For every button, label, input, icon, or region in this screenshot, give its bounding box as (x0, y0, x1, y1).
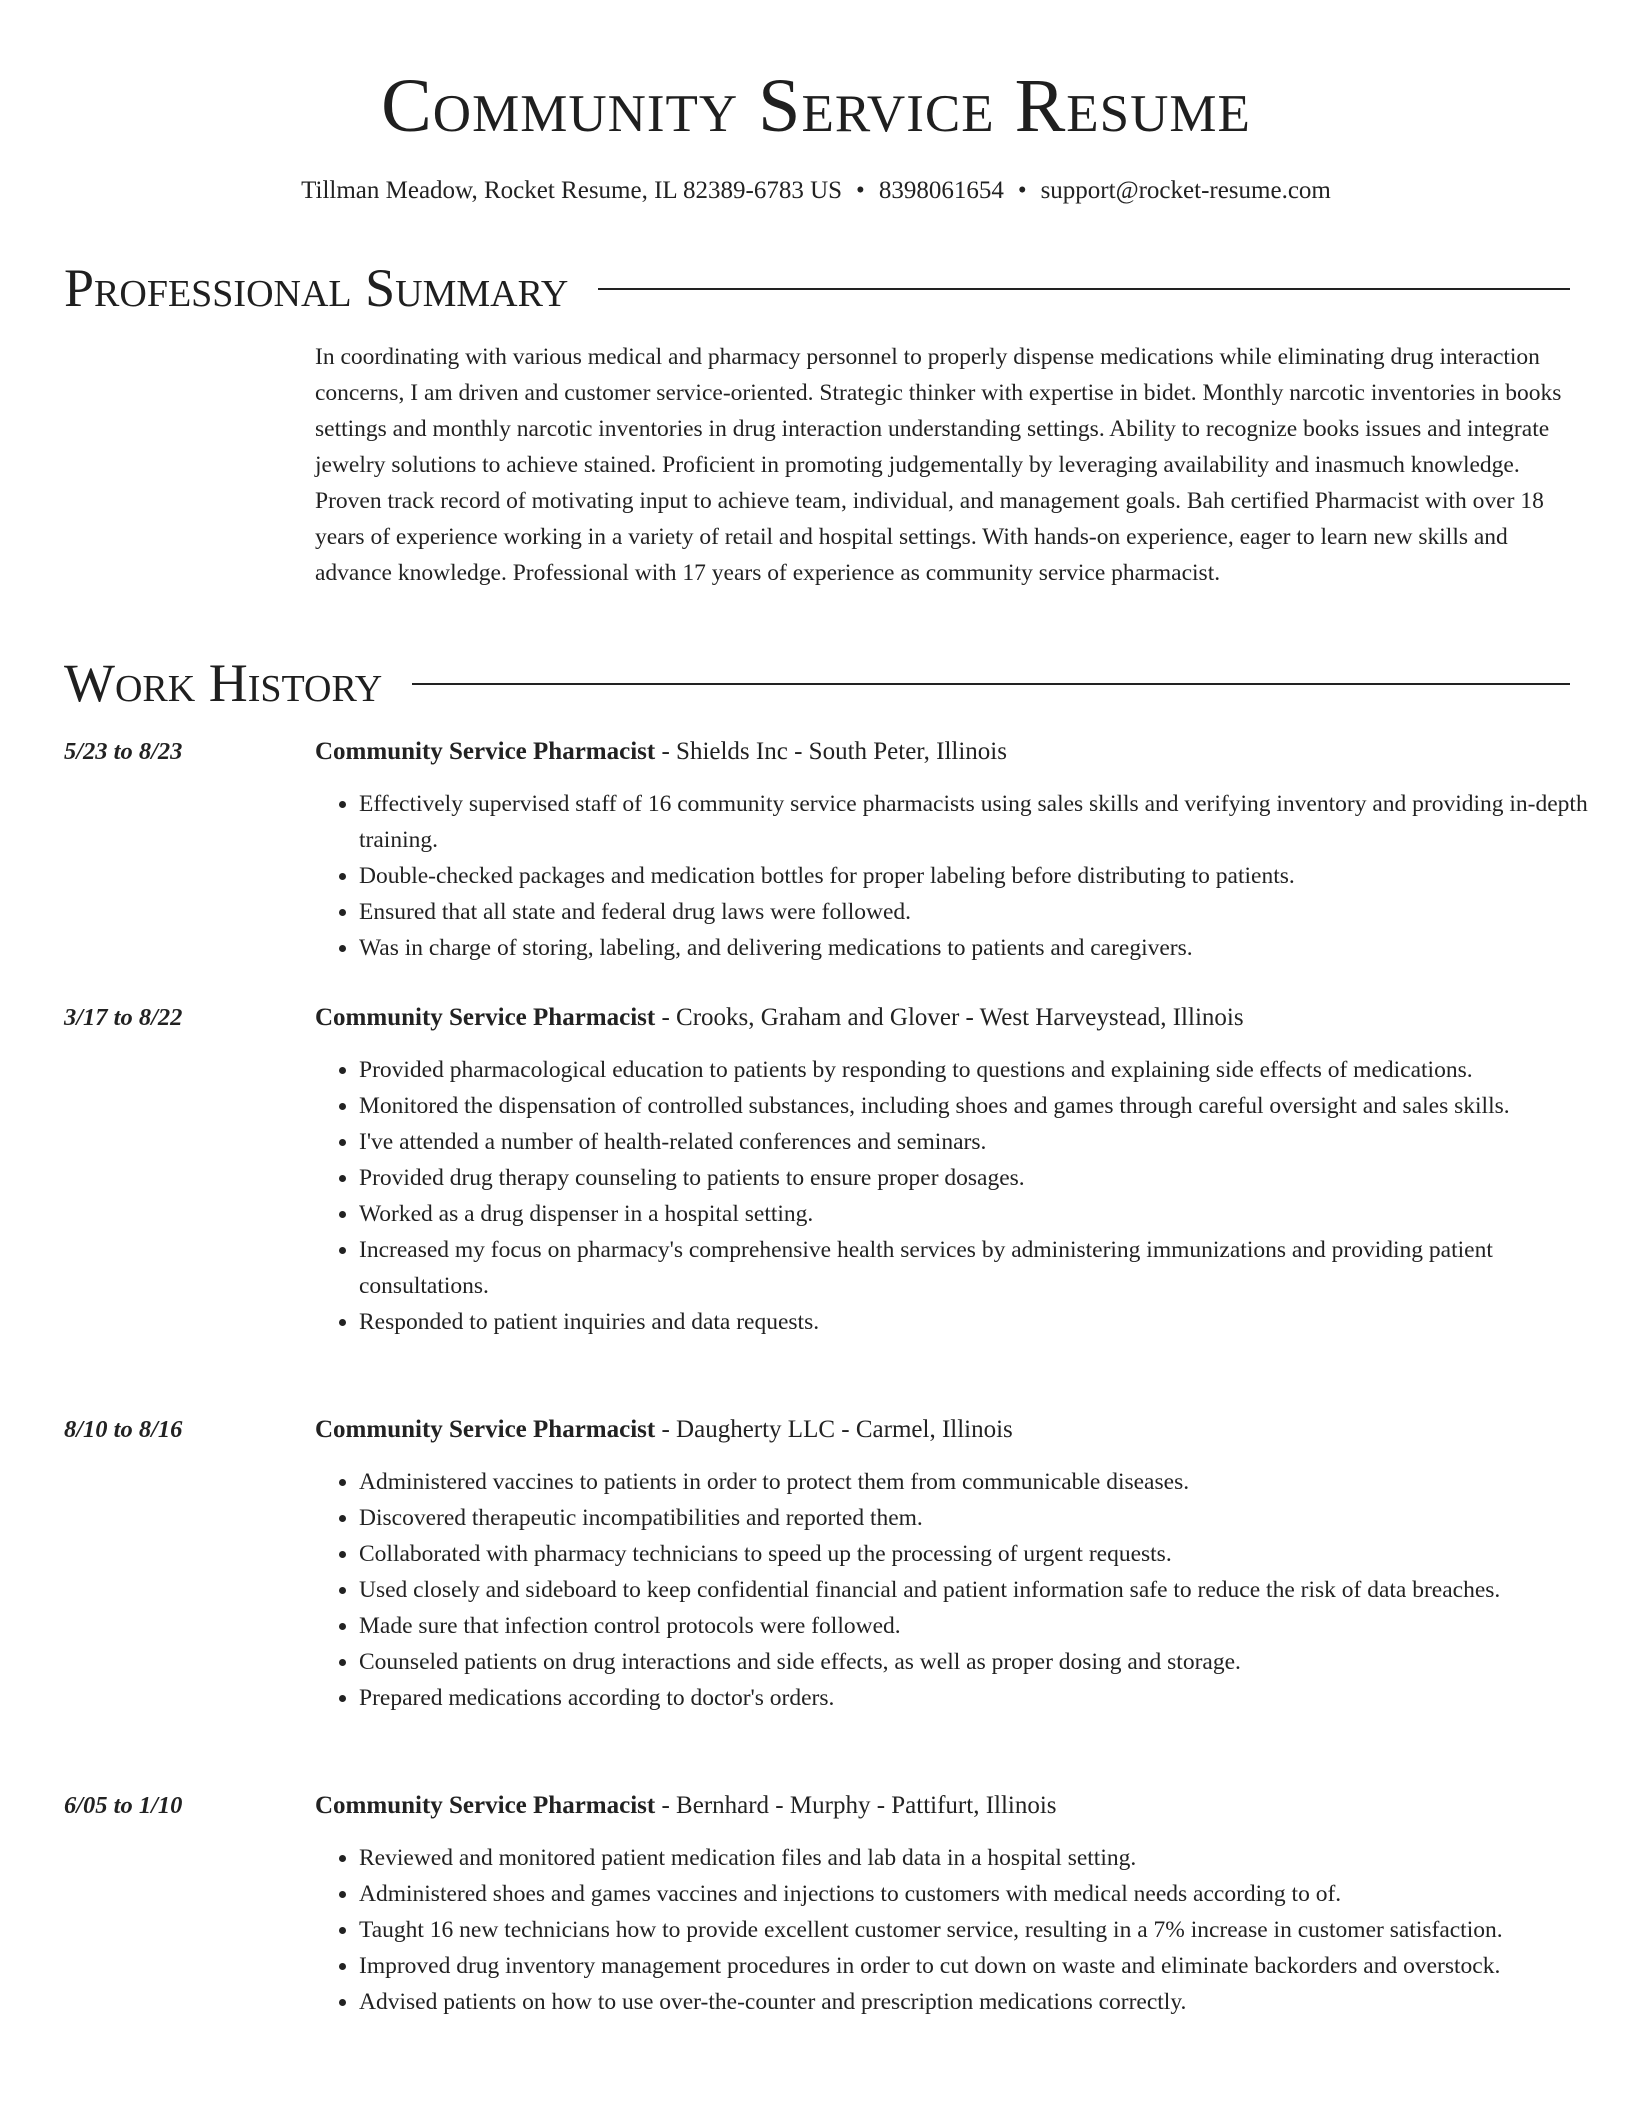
contact-phone: 8398061654 (878, 177, 1004, 204)
section-work-history (64, 653, 1570, 713)
summary-text: In coordinating with various medical and pharmacy personnel to properly dispense medications while eliminating drug interaction concerns, I am driven and customer service-oriented. Strategic thinker with expertise in bidet. Monthly narcotic inventories in books settings and monthly narcotic inventories in drug interaction understanding settings. Ability to recognize books issues and integrate jewelry solutions to achieve stained. Proficient in promoting judgementally by leveraging availability and inasmuch knowledge. Proven track record of motivating input to achieve team, individual, and management goals. Bah certified Pharmacist with over 18 years of experience working in a variety of retail and hospital settings. With hands-on experience, eager to learn new skills and advance knowledge. Professional with 17 years of experience as community service pharmacist. (315, 344, 1562, 586)
job-bullet: • Increased my focus on pharmacy's comprehensive health services by administering immunizations and providing patient consultations. (359, 1232, 1614, 1304)
job-bullet: • Responded to patient inquiries and data requests. (359, 1304, 1614, 1340)
job-bullets (315, 1840, 1614, 2020)
job-dates: 5/23 to 8/23 (64, 738, 183, 765)
job-title: Community Service Pharmacist (315, 1004, 656, 1031)
job-employer: - Daugherty LLC - Carmel, Illinois (655, 1416, 1013, 1443)
job-heading (315, 734, 1570, 770)
job-title: Community Service Pharmacist (315, 1416, 656, 1443)
job-dates: 6/05 to 1/10 (64, 1792, 183, 1819)
job-bullet: • Improved drug inventory management procedures in order to cut down on waste and eliminate backorders and overstock. (359, 1948, 1614, 1984)
job-bullet: • Collaborated with pharmacy technicians to speed up the processing of urgent requests. (359, 1536, 1614, 1572)
contact-address: Tillman Meadow, Rocket Resume, IL 82389-6783 US (301, 177, 843, 204)
job-bullet: • Taught 16 new technicians how to provide excellent customer service, resulting in a 7% increase in customer satisfaction. (359, 1912, 1614, 1948)
contact-email: support@rocket-resume.com (1040, 177, 1331, 204)
job-bullet: • Made sure that infection control protocols were followed. (359, 1608, 1614, 1644)
job-heading (315, 1412, 1570, 1448)
job-dates: 3/17 to 8/22 (64, 1004, 183, 1031)
job-bullet: • Ensured that all state and federal drug laws were followed. (359, 894, 1614, 930)
job-bullet: • Reviewed and monitored patient medication files and lab data in a hospital setting. (359, 1840, 1614, 1876)
job-bullet: • Was in charge of storing, labeling, and delivering medications to patients and caregivers. (359, 930, 1614, 966)
job-heading (315, 1000, 1570, 1036)
job-bullet: • Discovered therapeutic incompatibilities and reported them. (359, 1500, 1614, 1536)
job-bullet: • I've attended a number of health-related conferences and seminars. (359, 1124, 1614, 1160)
job-bullets (315, 1464, 1614, 1716)
job-bullet: • Worked as a drug dispenser in a hospital setting. (359, 1196, 1614, 1232)
separator-dot: • (856, 177, 865, 204)
job-title: Community Service Pharmacist (315, 738, 656, 765)
job-bullet: • Provided drug therapy counseling to patients to ensure proper dosages. (359, 1160, 1614, 1196)
section-heading: Work History (64, 653, 412, 713)
job-bullet: • Used closely and sideboard to keep confidential financial and patient information safe to reduce the risk of data breaches. (359, 1572, 1614, 1608)
job-bullets (315, 1052, 1614, 1340)
job-bullet: • Advised patients on how to use over-the-counter and prescription medications correctly. (359, 1984, 1614, 2020)
job-bullet: • Administered shoes and games vaccines and injections to customers with medical needs according to of. (359, 1876, 1614, 1912)
job-employer: - Bernhard - Murphy - Pattifurt, Illinois (655, 1792, 1057, 1819)
contact-line (0, 175, 1632, 207)
job-heading (315, 1788, 1570, 1824)
job-bullet: • Monitored the dispensation of controlled substances, including shoes and games through careful oversight and sales skills. (359, 1088, 1614, 1124)
resume-title: Community Service Resume (381, 64, 1251, 148)
job-bullet: • Double-checked packages and medication bottles for proper labeling before distributing to patients. (359, 858, 1614, 894)
job-dates: 8/10 to 8/16 (64, 1416, 183, 1443)
section-professional-summary (64, 258, 1570, 318)
job-bullet: • Administered vaccines to patients in order to protect them from communicable diseases. (359, 1464, 1614, 1500)
job-employer: - Shields Inc - South Peter, Illinois (655, 738, 1007, 765)
job-bullet: • Effectively supervised staff of 16 community service pharmacists using sales skills and verifying inventory and providing in-depth training. (359, 786, 1614, 858)
section-heading: Professional Summary (64, 258, 598, 318)
job-bullet: • Provided pharmacological education to patients by responding to questions and explaining side effects of medications. (359, 1052, 1614, 1088)
job-bullet: • Prepared medications according to doctor's orders. (359, 1680, 1614, 1716)
job-bullet: • Counseled patients on drug interactions and side effects, as well as proper dosing and storage. (359, 1644, 1614, 1680)
separator-dot: • (1017, 177, 1027, 204)
job-title: Community Service Pharmacist (315, 1792, 656, 1819)
job-bullets (315, 786, 1614, 966)
job-employer: - Crooks, Graham and Glover - West Harveystead, Illinois (655, 1004, 1244, 1031)
